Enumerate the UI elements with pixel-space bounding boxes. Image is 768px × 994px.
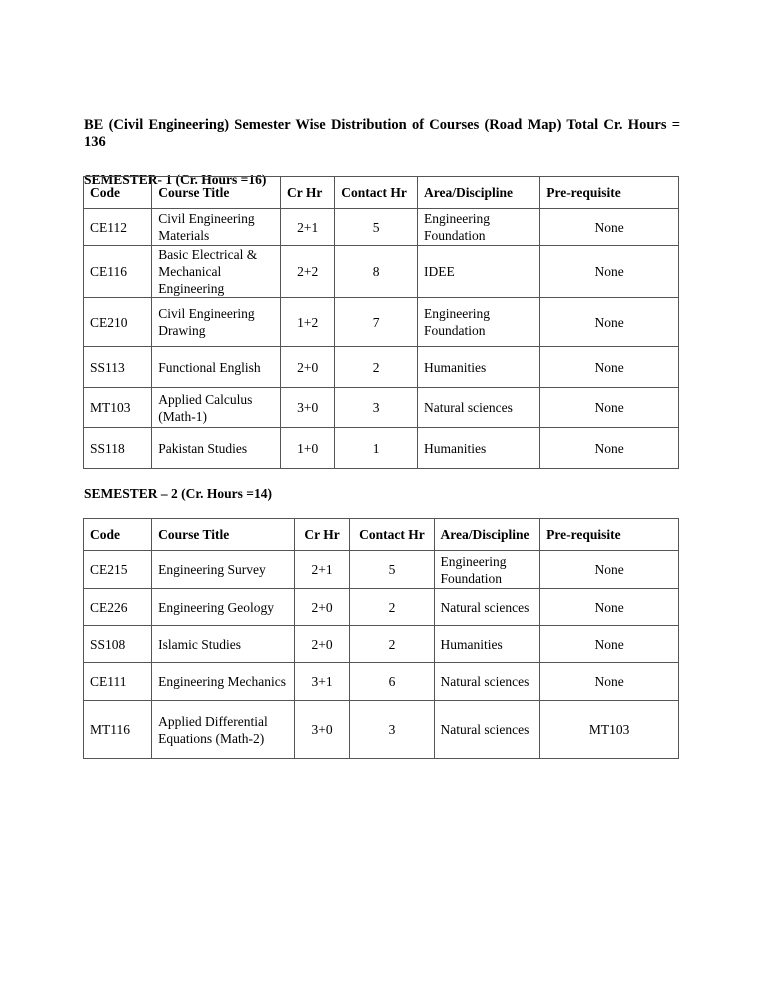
cell-code: MT103 xyxy=(84,388,152,428)
semester-1-table xyxy=(83,176,679,469)
cell-contact-hr: 2 xyxy=(350,626,434,663)
cell-pre-requisite: None xyxy=(540,347,679,388)
cell-pre-requisite: None xyxy=(540,246,679,298)
header-cr-hr: Cr Hr xyxy=(281,177,335,209)
cell-area-discipline: IDEE xyxy=(418,246,540,298)
table-row xyxy=(84,347,679,388)
cell-code: CE111 xyxy=(84,663,152,701)
cell-pre-requisite: MT103 xyxy=(540,701,679,759)
table-row xyxy=(84,626,679,663)
cell-code: SS108 xyxy=(84,626,152,663)
cell-course-title: Engineering Geology xyxy=(152,589,295,626)
header-pre-requisite: Pre-requisite xyxy=(540,519,679,551)
header-pre-requisite: Pre-requisite xyxy=(540,177,679,209)
cell-code: CE210 xyxy=(84,298,152,347)
cell-contact-hr: 7 xyxy=(335,298,418,347)
cell-cr-hr: 2+2 xyxy=(281,246,335,298)
cell-cr-hr: 2+1 xyxy=(294,551,350,589)
cell-cr-hr: 3+0 xyxy=(294,701,350,759)
cell-course-title: Functional English xyxy=(152,347,281,388)
cell-contact-hr: 3 xyxy=(335,388,418,428)
header-contact-hr: Contact Hr xyxy=(350,519,434,551)
table-row xyxy=(84,551,679,589)
header-cr-hr: Cr Hr xyxy=(294,519,350,551)
cell-course-title: Basic Electrical & Mechanical Engineering xyxy=(152,246,281,298)
header-row xyxy=(84,519,679,551)
cell-area-discipline: Natural sciences xyxy=(418,388,540,428)
cell-contact-hr: 5 xyxy=(335,209,418,246)
cell-code: SS113 xyxy=(84,347,152,388)
cell-area-discipline: Engineering Foundation xyxy=(418,298,540,347)
cell-area-discipline: Humanities xyxy=(418,428,540,469)
table-row xyxy=(84,663,679,701)
cell-contact-hr: 6 xyxy=(350,663,434,701)
cell-pre-requisite: None xyxy=(540,428,679,469)
cell-contact-hr: 8 xyxy=(335,246,418,298)
cell-pre-requisite: None xyxy=(540,626,679,663)
cell-course-title: Applied Calculus (Math-1) xyxy=(152,388,281,428)
table-row xyxy=(84,589,679,626)
cell-contact-hr: 2 xyxy=(350,589,434,626)
cell-course-title: Engineering Mechanics xyxy=(152,663,295,701)
cell-cr-hr: 2+0 xyxy=(294,626,350,663)
cell-cr-hr: 2+0 xyxy=(281,347,335,388)
cell-pre-requisite: None xyxy=(540,298,679,347)
cell-course-title: Engineering Survey xyxy=(152,551,295,589)
cell-contact-hr: 3 xyxy=(350,701,434,759)
cell-course-title: Civil Engineering Materials xyxy=(152,209,281,246)
cell-code: MT116 xyxy=(84,701,152,759)
cell-area-discipline: Natural sciences xyxy=(434,701,540,759)
cell-course-title: Islamic Studies xyxy=(152,626,295,663)
cell-area-discipline: Engineering Foundation xyxy=(434,551,540,589)
cell-course-title: Pakistan Studies xyxy=(152,428,281,469)
header-course-title: Course Title xyxy=(152,177,281,209)
cell-cr-hr: 2+0 xyxy=(294,589,350,626)
cell-code: CE112 xyxy=(84,209,152,246)
cell-area-discipline: Engineering Foundation xyxy=(418,209,540,246)
cell-cr-hr: 2+1 xyxy=(281,209,335,246)
table-row xyxy=(84,701,679,759)
header-course-title: Course Title xyxy=(152,519,295,551)
cell-code: CE116 xyxy=(84,246,152,298)
cell-code: CE215 xyxy=(84,551,152,589)
table-row xyxy=(84,298,679,347)
cell-code: SS118 xyxy=(84,428,152,469)
cell-cr-hr: 3+0 xyxy=(281,388,335,428)
document-title: BE (Civil Engineering) Semester Wise Distribution of Courses (Road Map) Total Cr. Hours = 136 xyxy=(84,117,680,150)
cell-course-title: Applied Differential Equations (Math-2) xyxy=(152,701,295,759)
header-area-discipline: Area/Discipline xyxy=(434,519,540,551)
cell-cr-hr: 1+0 xyxy=(281,428,335,469)
table-row xyxy=(84,388,679,428)
semester-2-table xyxy=(83,518,679,759)
header-code: Code xyxy=(84,177,152,209)
semester-1-heading: SEMESTER- 1 (Cr. Hours =16) xyxy=(84,172,267,187)
table-row xyxy=(84,246,679,298)
header-contact-hr: Contact Hr xyxy=(335,177,418,209)
cell-cr-hr: 3+1 xyxy=(294,663,350,701)
cell-pre-requisite: None xyxy=(540,388,679,428)
cell-course-title: Civil Engineering Drawing xyxy=(152,298,281,347)
cell-pre-requisite: None xyxy=(540,209,679,246)
header-row xyxy=(84,177,679,209)
header-code: Code xyxy=(84,519,152,551)
header-area-discipline: Area/Discipline xyxy=(418,177,540,209)
cell-pre-requisite: None xyxy=(540,589,679,626)
table-row xyxy=(84,209,679,246)
cell-code: CE226 xyxy=(84,589,152,626)
cell-cr-hr: 1+2 xyxy=(281,298,335,347)
cell-contact-hr: 2 xyxy=(335,347,418,388)
cell-area-discipline: Natural sciences xyxy=(434,589,540,626)
table-row xyxy=(84,428,679,469)
cell-contact-hr: 1 xyxy=(335,428,418,469)
semester-2-heading: SEMESTER – 2 (Cr. Hours =14) xyxy=(84,486,272,501)
cell-pre-requisite: None xyxy=(540,551,679,589)
cell-area-discipline: Humanities xyxy=(434,626,540,663)
cell-area-discipline: Humanities xyxy=(418,347,540,388)
cell-area-discipline: Natural sciences xyxy=(434,663,540,701)
cell-pre-requisite: None xyxy=(540,663,679,701)
cell-contact-hr: 5 xyxy=(350,551,434,589)
